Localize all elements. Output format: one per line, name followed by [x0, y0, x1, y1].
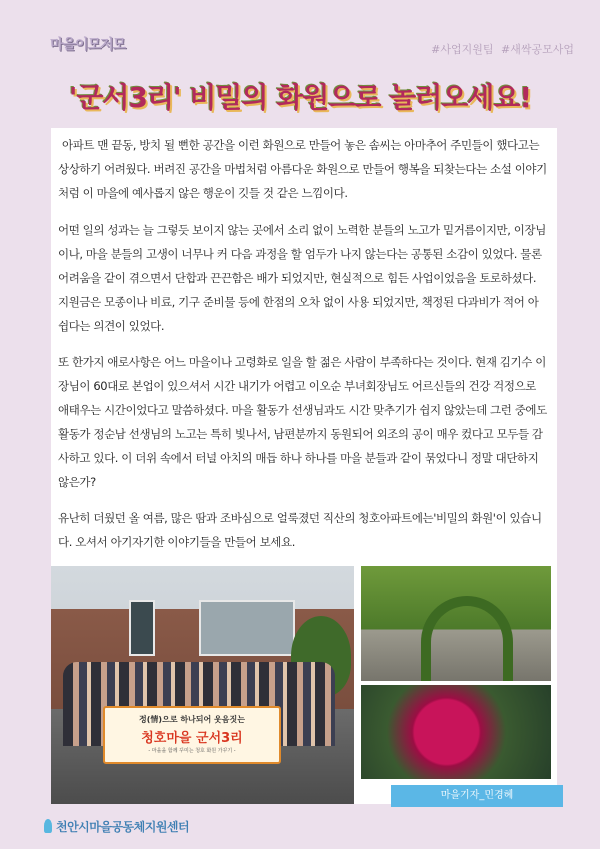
page-title: '군서3리' 비밀의 화원으로 놀러오세요! [68, 81, 532, 114]
banner-title: 청호마을 군서3리 [141, 731, 243, 746]
banner-subline: - 마을을 함께 꾸미는 청호 화원 가꾸기 - [148, 748, 236, 754]
reporter-label: 마을기자_민경혜 [391, 785, 563, 807]
footer-organization [44, 818, 189, 835]
cockscomb-flower-photo [361, 685, 551, 779]
hashtag[interactable]: #새싹공모사업 [501, 43, 574, 56]
article-paragraph: 아파트 맨 끝동, 방치 될 뻔한 공간을 이런 화원으로 만들어 놓은 솜씨는 아마추어 주민들이 했다고는 상상하기 어려웠다. 버려진 공간을 마법처럼 아름다운 화원으로 만들어 행복을 되찾는다는 소설 이야기처럼 이 마을에 예사롭지 않은 행운이 깃들 것 같은 느낌이다. [58, 138, 547, 200]
banner-line: 정(情)으로 하나되어 웃음짓는 [139, 715, 245, 724]
hashtag[interactable]: #사업지원팀 [431, 43, 494, 56]
garden-arch-photo [361, 566, 551, 681]
article-panel [51, 128, 557, 804]
article-paragraph: 유난히 더웠던 올 여름, 많은 땀과 조바심으로 얼룩졌던 직산의 청호아파트에는'비밀의 화원'이 있습니다. 오셔서 아기자기한 이야기들을 만들어 보세요. [58, 511, 542, 549]
footer-text: 천안시마을공동체지원센터 [56, 820, 190, 834]
section-brand: 마을이모저모 [50, 37, 126, 53]
person-logo-icon [44, 819, 52, 833]
article-paragraph: 또 한가지 애로사항은 어느 마을이나 고령화로 일을 할 젊은 사람이 부족하다는 것이다. 현재 김기수 이장님이 60대로 본업이 있으셔서 시간 내기가 어렵고 이오순 부녀회장님도 어르신들의 건강 걱정으로 애태우는 시간이었다고 말씀하셨다. 마을 활동가 선생님과도 시간 맞추기가 쉽지 않았는데 그런 중에도 활동가 정순남 선생님의 노고는 특히 빛나서, 남편분까지 동원되어 외조의 공이 매우 컸다고 모두들 감사하고 있다. 이 더위 속에서 터널 아치의 매듭 하나 하나를 마을 분들과 같이 묶었다니 정말 대단하지 않은가? [58, 355, 547, 489]
article-paragraph: 어떤 일의 성과는 늘 그렇듯 보이지 않는 곳에서 소리 없이 노력한 분들의 노고가 밑거름이지만, 이장님이나, 마을 분들의 고생이 너무나 커 다음 과정을 할 엄두가 나지 않는다는 공통된 소감이 있었다. 물론 어려움을 같이 겪으면서 단합과 끈끈함은 배가 되었지만, 현실적으로 힘든 사업이었음을 토로하셨다. 지원금은 모종이나 비료, 기구 준비물 등에 한점의 오차 없이 사용 되었지만, 책정된 다과비가 적어 아쉽다는 의견이 있었다. [58, 223, 546, 333]
group-photo [51, 566, 354, 804]
hashtags [427, 41, 574, 57]
photo-banner [103, 706, 281, 764]
